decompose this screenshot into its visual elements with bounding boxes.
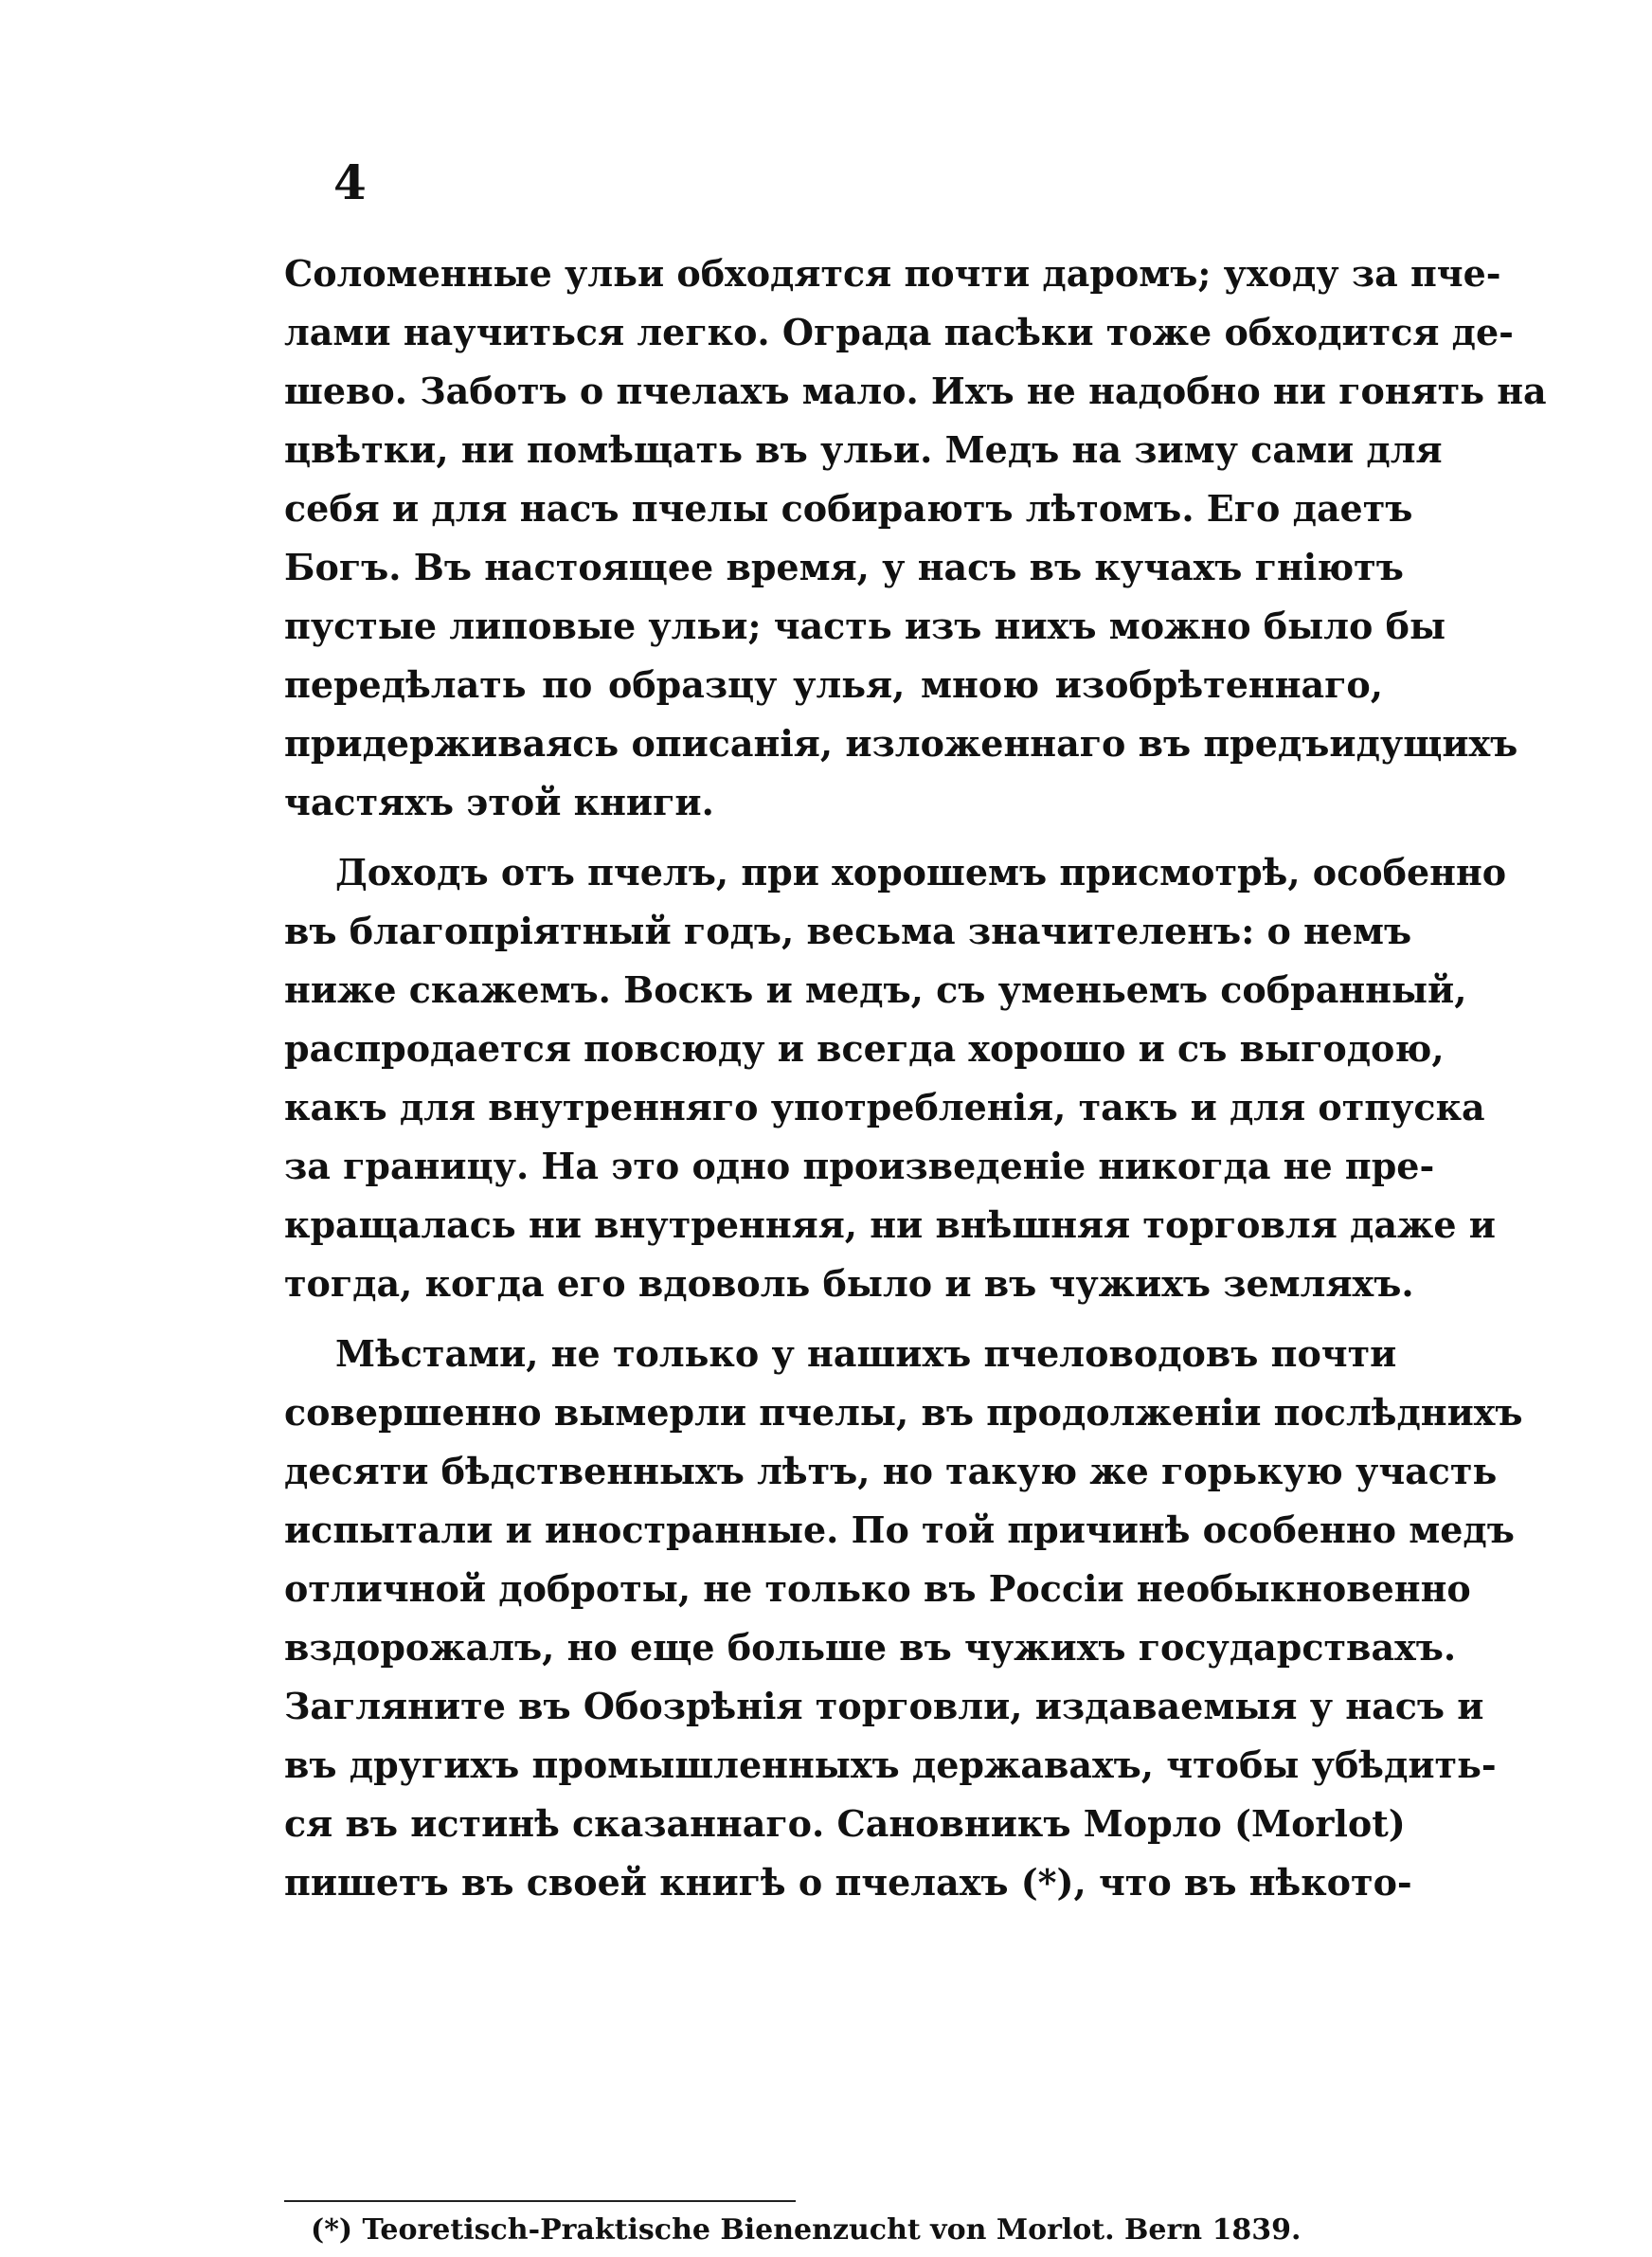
text-line: какъ для внутренняго употребленія, такъ и для отпуска [284, 1086, 1485, 1128]
text-line: ниже скажемъ. Воскъ и медъ, съ уменьемъ собранный, [284, 968, 1467, 1011]
text-line: тогда, когда его вдоволь было и въ чужихъ земляхъ. [284, 1262, 1414, 1305]
text-line: Соломенные ульи обходятся почти даромъ; уходу за пче- [284, 252, 1501, 295]
text-line: придерживаясь описанія, изложеннаго въ предъидущихъ [284, 722, 1518, 765]
text-line: передѣлать по образцу улья, мною изобрѣтеннаго, [284, 663, 1383, 706]
text-line: кращалась ни внутренняя, ни внѣшняя торговля даже и [284, 1203, 1496, 1246]
page-number: 4 [333, 154, 367, 210]
text-line: испытали и иностранные. По той причинѣ особенно медъ [284, 1508, 1515, 1551]
footnote-divider [284, 2200, 796, 2202]
text-line: пустые липовые ульи; часть изъ нихъ можно было бы [284, 605, 1446, 647]
text-line: въ благопріятный годъ, весьма значителенъ: о немъ [284, 910, 1412, 952]
text-line: десяти бѣдственныхъ лѣтъ, но такую же горькую участь [284, 1450, 1498, 1492]
text-line: отличной доброты, не только въ Россіи необыкновенно [284, 1567, 1471, 1610]
text-line: вздорожалъ, но еще больше въ чужихъ государствахъ. [284, 1626, 1457, 1669]
text-line: за границу. На это одно произведеніе никогда не пре- [284, 1145, 1435, 1187]
text-line: въ другихъ промышленныхъ державахъ, чтобы убѣдить- [284, 1743, 1497, 1786]
text-line: ся въ истинѣ сказаннаго. Сановникъ Морло (Morlot) [284, 1802, 1406, 1845]
text-line: частяхъ этой книги. [284, 781, 714, 823]
text-line: пишетъ въ своей книгѣ о пчелахъ (*), что въ нѣкото- [284, 1861, 1412, 1904]
text-line: себя и для насъ пчелы собираютъ лѣтомъ. Его даетъ [284, 487, 1413, 530]
text-line: Богъ. Въ настоящее время, у насъ въ кучахъ гніютъ [284, 546, 1404, 588]
footnote: (*) Teoretisch-Praktische Bienenzucht von Morlot. Bern 1839. [311, 2213, 1302, 2247]
text-line: цвѣтки, ни помѣщать въ ульи. Медъ на зиму сами для [284, 428, 1443, 471]
text-line: Загляните въ Обозрѣнія торговли, издаваемыя у насъ и [284, 1685, 1484, 1727]
text-line: совершенно вымерли пчелы, въ продолженіи послѣднихъ [284, 1391, 1523, 1434]
text-line: Мѣстами, не только у нашихъ пчеловодовъ почти [335, 1332, 1397, 1375]
text-line: Доходъ отъ пчелъ, при хорошемъ присмотрѣ, особенно [335, 851, 1507, 894]
text-line: лами научиться легко. Ограда пасѣки тоже обходится де- [284, 311, 1514, 353]
text-line: распродается повсюду и всегда хорошо и съ выгодою, [284, 1027, 1445, 1070]
text-line: шево. Заботъ о пчелахъ мало. Ихъ не надобно ни гонять на [284, 370, 1547, 412]
